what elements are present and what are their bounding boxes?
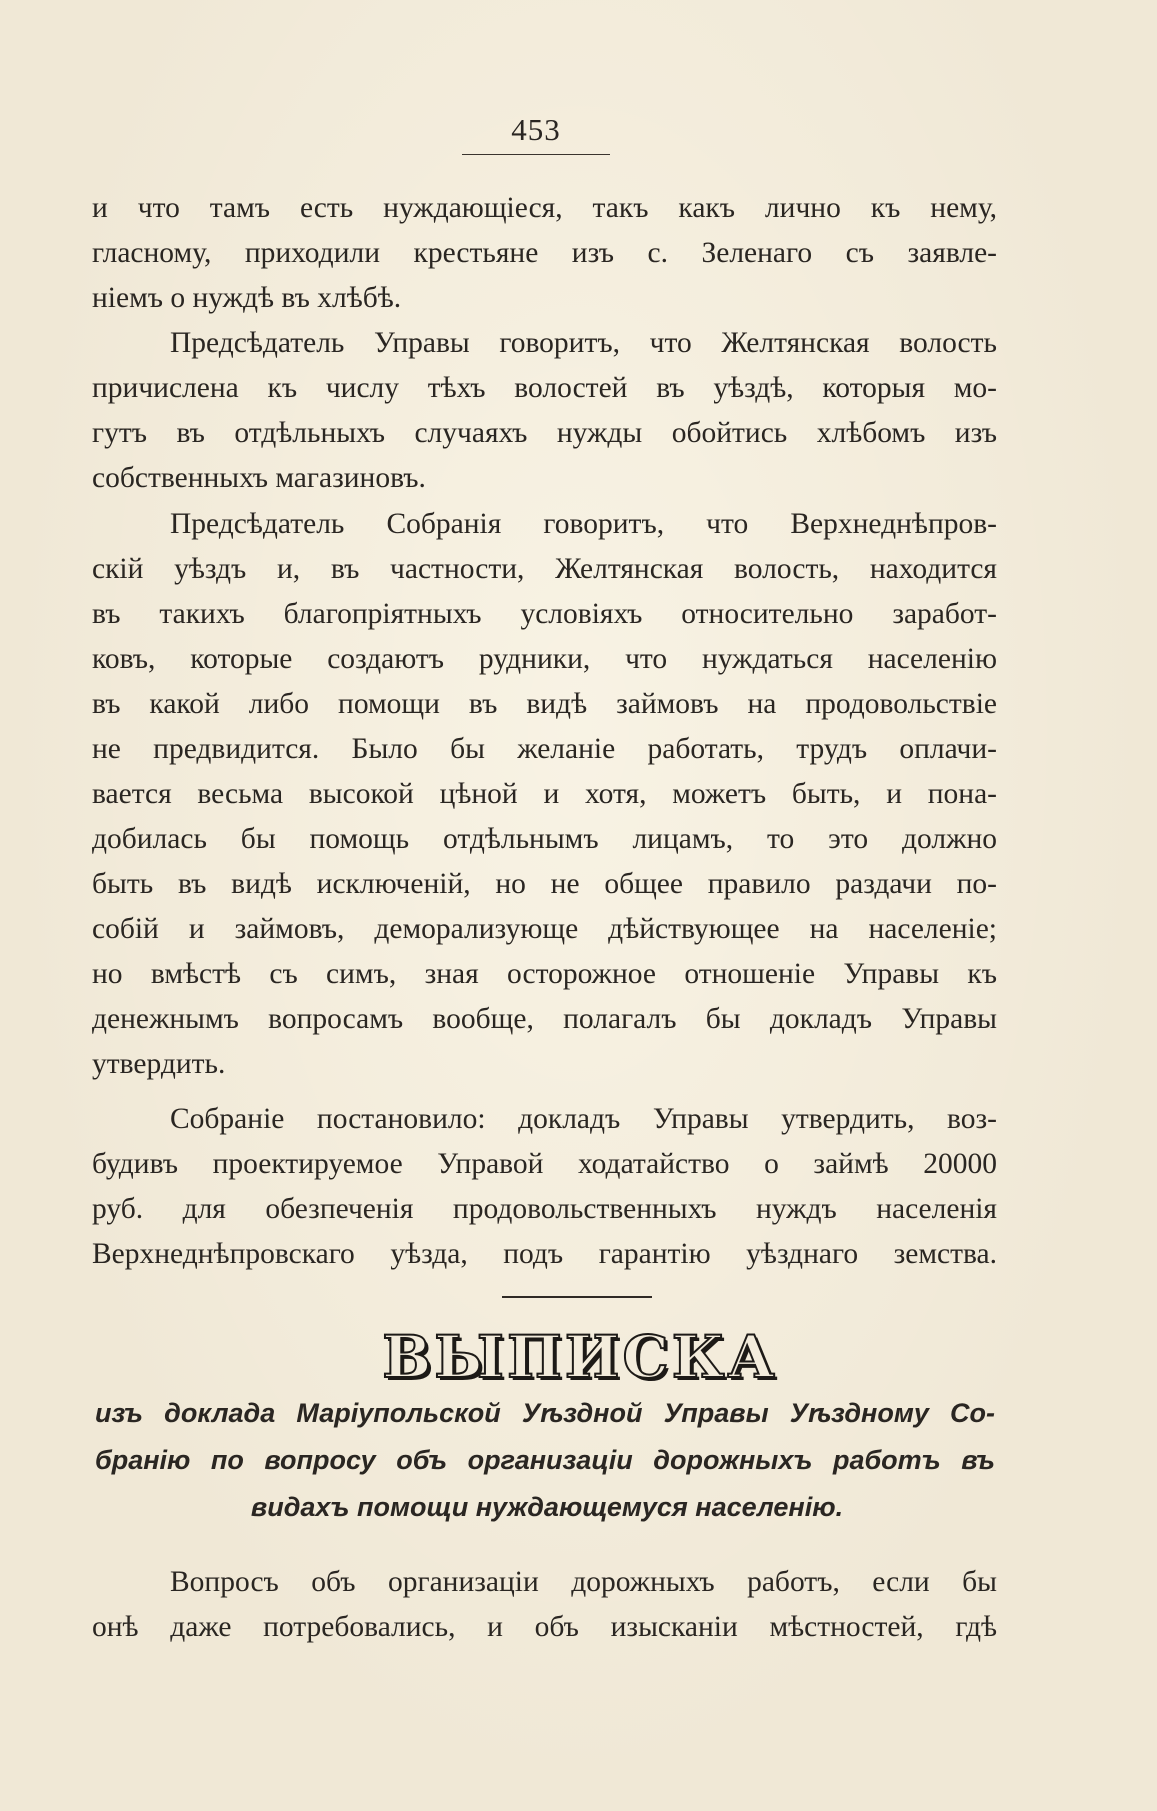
- text-line: ковъ, которые создаютъ рудники, что нуждаться населенію: [92, 643, 997, 675]
- text-line: причислена къ числу тѣхъ волостей въ уѣздѣ, которыя мо-: [92, 372, 997, 404]
- text-line: гласному, приходили крестьяне изъ с. Зеленаго съ заявле-: [92, 237, 997, 269]
- text-line: собій и займовъ, деморализующе дѣйствующее на населеніе;: [92, 913, 997, 945]
- section-divider: [502, 1296, 652, 1298]
- text-line: въ какой либо помощи въ видѣ займовъ на продовольствіе: [92, 688, 997, 720]
- text-line: Предсѣдатель Управы говоритъ, что Желтянская волость: [170, 327, 997, 359]
- text-line: гутъ въ отдѣльныхъ случаяхъ нужды обойтись хлѣбомъ изъ: [92, 417, 997, 449]
- text-line: добилась бы помощь отдѣльнымъ лицамъ, то это должно: [92, 823, 997, 855]
- page-number: 453: [511, 112, 561, 147]
- text-line: Вопросъ объ организаціи дорожныхъ работъ, если бы: [170, 1566, 997, 1598]
- text-line: ніемъ о нуждѣ въ хлѣбѣ.: [92, 282, 402, 314]
- text-line: и что тамъ есть нуждающіеся, такъ какъ лично къ нему,: [92, 192, 997, 224]
- subheading-line: видахъ помощи нуждающемуся населенію.: [250, 1492, 844, 1522]
- text-line: Собраніе постановило: докладъ Управы утвердить, воз-: [170, 1103, 997, 1135]
- page-number-rule: [462, 154, 610, 155]
- text-line: скій уѣздъ и, въ частности, Желтянская волость, находится: [92, 553, 997, 585]
- text-line: Предсѣдатель Собранія говоритъ, что Верхнеднѣпров-: [170, 508, 997, 540]
- text-line: быть въ видѣ исключеній, но не общее правило раздачи по-: [92, 868, 997, 900]
- section-heading: ВЫПИСКА: [382, 1323, 778, 1391]
- text-line: денежнымъ вопросамъ вообще, полагалъ бы докладъ Управы: [92, 1003, 997, 1035]
- text-line: вается весьма высокой цѣной и хотя, можетъ быть, и пона-: [92, 778, 997, 810]
- text-line: но вмѣстѣ съ симъ, зная осторожное отношеніе Управы къ: [92, 958, 997, 990]
- text-line: онѣ даже потребовались, и объ изысканіи мѣстностей, гдѣ: [92, 1611, 997, 1643]
- text-line: руб. для обезпеченія продовольственныхъ нуждъ населенія: [92, 1193, 997, 1225]
- text-line: Верхнеднѣпровскаго уѣзда, подъ гарантію уѣзднаго земства.: [92, 1238, 997, 1270]
- text-line: утвердить.: [92, 1048, 226, 1080]
- text-line: собственныхъ магазиновъ.: [92, 462, 426, 494]
- text-line: въ такихъ благопріятныхъ условіяхъ относительно заработ-: [92, 598, 997, 630]
- text-line: не предвидится. Было бы желаніе работать, трудъ оплачи-: [92, 733, 997, 765]
- text-line: будивъ проектируемое Управой ходатайство о займѣ 20000: [92, 1148, 997, 1180]
- subheading-line: изъ доклада Маріупольской Уѣздной Управы Уѣздному Со-: [95, 1398, 995, 1428]
- subheading-line: бранію по вопросу объ организаціи дорожныхъ работъ въ: [95, 1445, 995, 1475]
